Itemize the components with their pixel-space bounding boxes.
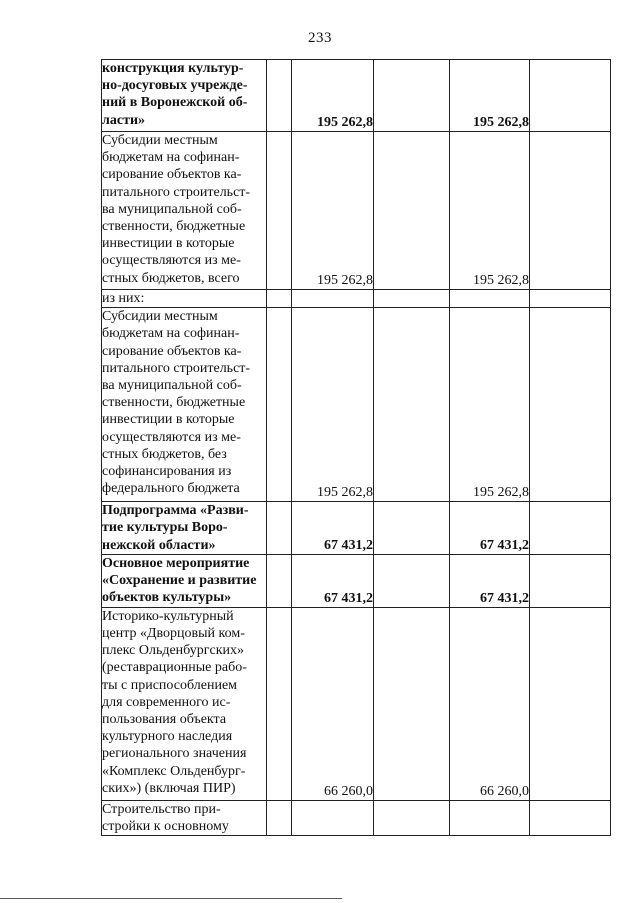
description-line: объектов культуры» bbox=[102, 590, 232, 606]
bottom-rule bbox=[0, 898, 342, 899]
description-line: Субсидии местным bbox=[102, 309, 218, 325]
value-cell-col-6 bbox=[530, 60, 611, 132]
value-cell-col-3: 66 260,0 bbox=[292, 607, 374, 800]
description-line: стройки к основному bbox=[102, 819, 229, 835]
description-line: ственности, бюджетные bbox=[102, 219, 246, 235]
value-cell-col-6 bbox=[530, 800, 611, 835]
row-description bbox=[102, 800, 267, 835]
value-cell-col-6 bbox=[530, 290, 611, 308]
value-cell-col-3 bbox=[292, 800, 374, 835]
description-line: софинансирования из bbox=[102, 464, 232, 480]
value-cell-col-2 bbox=[267, 290, 292, 308]
value-cell-col-5: 67 431,2 bbox=[450, 502, 530, 555]
value-cell-col-4 bbox=[374, 60, 450, 132]
description-line: «Сохранение и развитие bbox=[102, 573, 257, 589]
row-description bbox=[102, 607, 267, 800]
description-line: регионального значения bbox=[102, 746, 247, 762]
description-line: инвестиции в которые bbox=[102, 236, 235, 252]
description-line: бюджетам на софинан- bbox=[102, 326, 240, 342]
value-cell-col-3: 195 262,8 bbox=[292, 308, 374, 502]
description-line: плекс Ольденбургских» bbox=[102, 643, 245, 659]
description-line: сирование объектов ка- bbox=[102, 167, 242, 183]
row-description bbox=[102, 554, 267, 607]
value-cell-col-3: 195 262,8 bbox=[292, 132, 374, 290]
description-line: ний в Воронежской об- bbox=[102, 95, 248, 111]
value-cell-col-2 bbox=[267, 607, 292, 800]
value-cell-col-4 bbox=[374, 290, 450, 308]
description-line: федерального бюджета bbox=[102, 481, 240, 497]
value-cell-col-6 bbox=[530, 308, 611, 502]
value-cell-col-4 bbox=[374, 308, 450, 502]
description-line: но-досуговых учрежде- bbox=[102, 78, 248, 94]
description-line: для современного ис- bbox=[102, 694, 231, 710]
description-line: «Комплекс Ольденбург- bbox=[102, 763, 246, 779]
value-cell-col-4 bbox=[374, 554, 450, 607]
value-cell-col-6 bbox=[530, 554, 611, 607]
description-line: ских») (включая ПИР) bbox=[102, 780, 236, 796]
value-cell-col-5: 195 262,8 bbox=[450, 308, 530, 502]
description-line: Подпрограмма «Разви- bbox=[102, 503, 249, 519]
value-cell-col-5: 67 431,2 bbox=[450, 554, 530, 607]
description-line: ласти» bbox=[102, 112, 146, 128]
table-row bbox=[102, 308, 611, 502]
description-line: Строительство при- bbox=[102, 801, 221, 817]
row-description bbox=[102, 290, 267, 308]
value-cell-col-5 bbox=[450, 800, 530, 835]
description-line: культурного наследия bbox=[102, 729, 233, 745]
description-line: стных бюджетов, без bbox=[102, 446, 227, 462]
description-line: бюджетам на софинан- bbox=[102, 150, 240, 166]
description-line: питального строительст- bbox=[102, 360, 251, 376]
description-line: осуществляются из ме- bbox=[102, 429, 241, 445]
value-cell-col-2 bbox=[267, 60, 292, 132]
row-description bbox=[102, 60, 267, 132]
value-cell-col-4 bbox=[374, 800, 450, 835]
row-description bbox=[102, 502, 267, 555]
row-description bbox=[102, 308, 267, 502]
table-row bbox=[102, 800, 611, 835]
value-cell-col-3: 67 431,2 bbox=[292, 554, 374, 607]
value-cell-col-5 bbox=[450, 290, 530, 308]
description-line: из них: bbox=[102, 291, 145, 306]
budget-table bbox=[101, 59, 611, 836]
value-cell-col-6 bbox=[530, 502, 611, 555]
description-line: тие культуры Воро- bbox=[102, 520, 228, 536]
description-line: Историко-культурный bbox=[102, 608, 234, 624]
value-cell-col-2 bbox=[267, 132, 292, 290]
table-row bbox=[102, 502, 611, 555]
description-line: ственности, бюджетные bbox=[102, 395, 246, 411]
table-row bbox=[102, 290, 611, 308]
description-line: ты с приспособлением bbox=[102, 677, 238, 693]
value-cell-col-4 bbox=[374, 502, 450, 555]
description-line: ва муниципальной соб- bbox=[102, 201, 242, 217]
value-cell-col-4 bbox=[374, 132, 450, 290]
value-cell-col-2 bbox=[267, 800, 292, 835]
description-line: конструкция культур- bbox=[102, 61, 244, 76]
description-line: сирование объектов ка- bbox=[102, 343, 242, 359]
value-cell-col-5: 195 262,8 bbox=[450, 60, 530, 132]
description-line: пользования объекта bbox=[102, 712, 227, 728]
description-line: Субсидии местным bbox=[102, 133, 218, 148]
value-cell-col-5: 195 262,8 bbox=[450, 132, 530, 290]
value-cell-col-2 bbox=[267, 554, 292, 607]
description-line: осуществляются из ме- bbox=[102, 253, 241, 269]
value-cell-col-3: 195 262,8 bbox=[292, 60, 374, 132]
description-line: нежской области» bbox=[102, 537, 216, 553]
description-line: стных бюджетов, всего bbox=[102, 270, 240, 286]
page-number: 233 bbox=[308, 30, 332, 46]
value-cell-col-4 bbox=[374, 607, 450, 800]
value-cell-col-6 bbox=[530, 607, 611, 800]
description-line: питального строительст- bbox=[102, 184, 251, 200]
value-cell-col-3 bbox=[292, 290, 374, 308]
value-cell-col-5: 66 260,0 bbox=[450, 607, 530, 800]
table-row bbox=[102, 554, 611, 607]
table-row bbox=[102, 132, 611, 290]
value-cell-col-2 bbox=[267, 502, 292, 555]
row-description bbox=[102, 132, 267, 290]
description-line: (реставрационные рабо- bbox=[102, 660, 247, 676]
description-line: Основное мероприятие bbox=[102, 555, 250, 571]
table-row bbox=[102, 60, 611, 132]
description-line: центр «Дворцовый ком- bbox=[102, 626, 245, 642]
value-cell-col-2 bbox=[267, 308, 292, 502]
description-line: инвестиции в которые bbox=[102, 412, 235, 428]
value-cell-col-6 bbox=[530, 132, 611, 290]
description-line: ва муниципальной соб- bbox=[102, 378, 242, 394]
value-cell-col-3: 67 431,2 bbox=[292, 502, 374, 555]
table-row bbox=[102, 607, 611, 800]
